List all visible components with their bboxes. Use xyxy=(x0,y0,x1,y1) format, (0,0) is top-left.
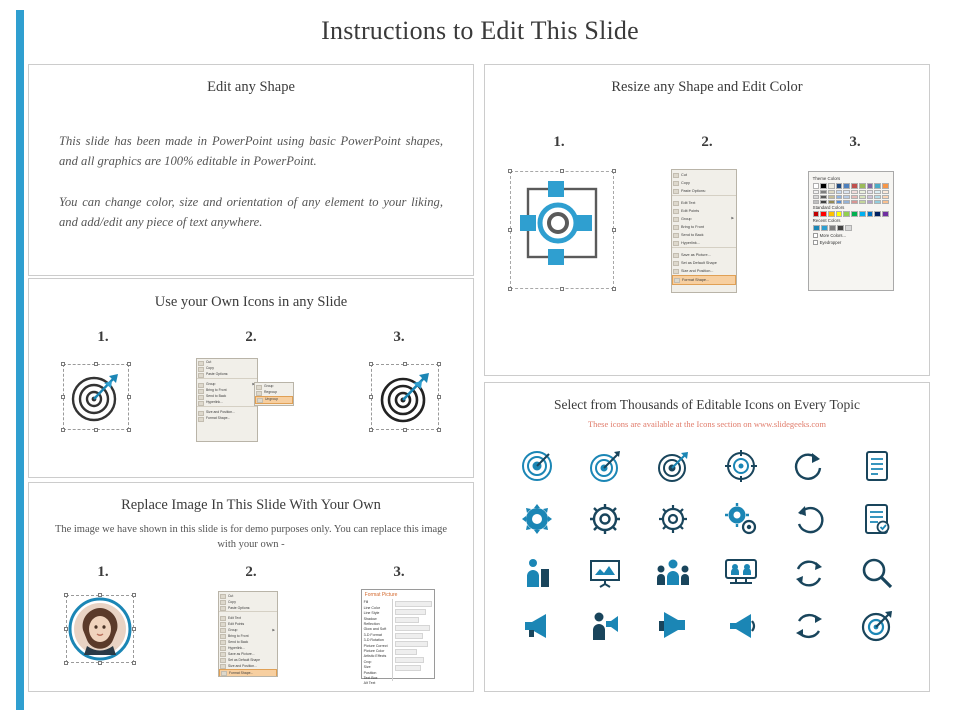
thumb-format-picture-pane[interactable] xyxy=(355,589,441,686)
target-bullseye-icon[interactable] xyxy=(656,449,690,483)
pane-tab-3d-rotation[interactable]: 3-D Rotation xyxy=(363,638,384,643)
pane-tab-text-box[interactable]: Text Box xyxy=(363,675,378,680)
more-colors-button[interactable]: More Colors... xyxy=(813,233,889,238)
theme-swatch-row[interactable] xyxy=(813,183,889,189)
reload-arrow-icon[interactable] xyxy=(792,502,826,536)
announce-megaphone-icon[interactable] xyxy=(724,609,758,643)
thumb-context-menu-format-shape[interactable] xyxy=(657,167,757,297)
pane-tab-fill[interactable]: Fill xyxy=(363,600,369,605)
panel-icons-library-title: Select from Thousands of Editable Icons on Every Topic xyxy=(554,397,860,412)
menu-item-hyperlink[interactable]: Hyperlink... xyxy=(219,645,277,651)
panel-edit-shape xyxy=(28,64,474,276)
panel-icons-library-subtitle: These icons are available at the Icons section on www.slidegeeks.com xyxy=(587,419,827,429)
presentation-person-icon[interactable] xyxy=(588,556,622,590)
context-menu-shape[interactable] xyxy=(671,169,737,293)
menu-item-send-to-back[interactable]: Send to Back xyxy=(197,394,257,400)
theme-swatch-row[interactable] xyxy=(813,195,889,199)
panel-icons-library xyxy=(484,382,930,692)
replace-image-step-2: 2. xyxy=(245,564,257,581)
thumb-target-edited[interactable] xyxy=(365,356,445,442)
target-dart-icon xyxy=(68,369,124,425)
target-arrow-icon[interactable] xyxy=(588,449,622,483)
menu-item-copy[interactable]: Copy xyxy=(672,179,736,187)
context-submenu-group[interactable] xyxy=(254,382,294,406)
menu-item-group[interactable]: Group ▶ xyxy=(672,215,736,223)
megaphone-icon[interactable] xyxy=(520,609,554,643)
gear-outline-icon[interactable] xyxy=(588,502,622,536)
menu-item-group[interactable]: Group ▶ xyxy=(219,627,277,633)
menu-item-bring-to-front[interactable]: Bring to Front xyxy=(197,388,257,394)
menu-item-send-to-back[interactable]: Send to Back xyxy=(219,639,277,645)
pane-tab-shadow[interactable]: Shadow xyxy=(363,616,377,621)
eyedropper-button[interactable]: Eyedropper xyxy=(813,240,889,245)
panel-own-icons-title: Use your Own Icons in any Slide xyxy=(154,294,348,310)
editable-shape-graphic xyxy=(512,175,612,285)
panel-replace-image xyxy=(28,482,474,692)
target-arrow-icon xyxy=(377,369,435,427)
menu-item-format-shape[interactable]: Format Shape... xyxy=(197,416,257,422)
format-pane-title: Format Picture xyxy=(364,592,398,599)
menu-item-save-as-picture[interactable]: Save as Picture... xyxy=(219,651,277,657)
menu-item-format-shape[interactable]: Format Shape... xyxy=(672,275,736,285)
bullhorn-left-icon[interactable] xyxy=(656,609,690,643)
menu-item-size-position[interactable]: Size and Position... xyxy=(219,663,277,669)
menu-item-paste-options[interactable]: Paste Options: xyxy=(219,605,277,611)
menu-item-edit-points[interactable]: Edit Points xyxy=(672,207,736,215)
submenu-item-ungroup[interactable]: Ungroup xyxy=(255,396,293,404)
panel-resize-shape xyxy=(484,64,930,376)
context-menu-picture[interactable] xyxy=(218,591,278,677)
pane-tab-size[interactable]: Size xyxy=(363,665,371,670)
gear-cog-icon[interactable] xyxy=(656,502,690,536)
pane-tab-artistic[interactable]: Artistic Effects xyxy=(363,654,387,659)
theme-colors-label: Theme Colors xyxy=(812,176,841,181)
menu-item-bring-to-front[interactable]: Bring to Front xyxy=(672,223,736,231)
eyedropper-icon xyxy=(813,240,818,245)
checklist-document-icon[interactable] xyxy=(860,502,894,536)
menu-item-edit-points[interactable]: Edit Points xyxy=(219,621,277,627)
pane-tab-alt-text[interactable]: Alt Text xyxy=(363,681,376,686)
standard-swatch-row[interactable] xyxy=(813,211,889,217)
thumb-shape-handles[interactable] xyxy=(502,167,622,297)
menu-item-bring-to-front[interactable]: Bring to Front xyxy=(219,633,277,639)
pane-tab-reflection[interactable]: Reflection xyxy=(363,622,380,626)
thumb-portrait-selected[interactable] xyxy=(61,589,139,675)
context-menu[interactable] xyxy=(196,358,258,442)
edit-shape-paragraph-1: This slide has been made in PowerPoint using basic PowerPoint shapes, and all graphics are 100% editable in PowerPoint. xyxy=(59,134,443,168)
menu-item-paste-options[interactable]: Paste Options: xyxy=(672,187,736,195)
panel-replace-image-title: Replace Image In This Slide With Your Own xyxy=(121,497,381,513)
cycle-arrows-icon[interactable] xyxy=(792,556,826,590)
team-meeting-icon[interactable] xyxy=(724,556,758,590)
menu-item-edit-text[interactable]: Edit Text xyxy=(672,199,736,207)
menu-item-format-shape[interactable]: Format Shape... xyxy=(219,669,277,677)
own-icons-step-3: 3. xyxy=(393,329,405,345)
resize-step-1: 1. xyxy=(553,134,565,150)
pane-tab-line-color[interactable]: Line Color xyxy=(363,605,381,610)
menu-item-copy[interactable]: Copy xyxy=(219,599,277,605)
recent-colors-label: Recent Colors xyxy=(812,218,841,223)
resize-step-3: 3. xyxy=(849,134,861,150)
target-dart-icon[interactable] xyxy=(520,449,554,483)
thumb-context-menu-group[interactable] xyxy=(190,356,310,444)
own-icons-step-1: 1. xyxy=(97,329,109,345)
palette-icon xyxy=(813,233,818,238)
person-podium-icon[interactable] xyxy=(520,556,554,590)
replace-image-step-3: 3. xyxy=(393,564,405,581)
pane-tab-picture-corrections[interactable]: Picture Correct xyxy=(363,643,388,648)
pane-tab-line-style[interactable]: Line Style xyxy=(363,611,380,616)
menu-item-save-as-picture[interactable]: Save as Picture... xyxy=(672,251,736,259)
color-picker[interactable] xyxy=(808,171,894,291)
avatar xyxy=(67,596,133,662)
page-title: Instructions to Edit This Slide xyxy=(321,16,639,45)
theme-swatch-row[interactable] xyxy=(813,190,889,194)
recent-swatch-row[interactable] xyxy=(813,225,889,231)
panel-own-icons xyxy=(28,278,474,478)
menu-item-copy[interactable]: Copy xyxy=(197,366,257,372)
theme-swatch-row[interactable] xyxy=(813,200,889,204)
menu-item-size-position[interactable]: Size and Position... xyxy=(197,410,257,416)
recycle-arrows-icon[interactable] xyxy=(792,609,826,643)
pane-tab-3d-format[interactable]: 3-D Format xyxy=(363,632,382,637)
resize-step-2: 2. xyxy=(701,134,713,150)
edit-shape-paragraph-2: You can change color, size and orientation of any element to your liking, and add/edit any piece of text anywhere. xyxy=(59,195,443,229)
pane-tab-crop[interactable]: Crop xyxy=(363,659,372,664)
thumb-color-picker[interactable] xyxy=(792,167,912,297)
menu-item-set-default-shape[interactable]: Set as Default Shape xyxy=(219,657,277,663)
pane-tab-position[interactable]: Position xyxy=(363,670,377,675)
accent-bar xyxy=(16,10,24,710)
menu-item-edit-text[interactable]: Edit Text xyxy=(219,615,277,621)
menu-item-hyperlink[interactable]: Hyperlink... xyxy=(672,239,736,247)
target-clock-icon[interactable] xyxy=(860,609,894,643)
pane-tab-picture-color[interactable]: Picture Color xyxy=(363,648,385,653)
menu-item-set-default-shape[interactable]: Set as Default Shape xyxy=(672,259,736,267)
icon-grid xyxy=(503,439,911,653)
replace-image-note: The image we have shown in this slide is for demo purposes only. You can replace this image with your own - xyxy=(54,524,448,551)
panel-edit-shape-title: Edit any Shape xyxy=(207,79,295,95)
thumb-target-selected[interactable] xyxy=(57,356,135,442)
submenu-item-group[interactable]: Group xyxy=(255,384,293,390)
menu-item-cut[interactable]: Cut xyxy=(672,171,736,179)
own-icons-step-2: 2. xyxy=(245,329,257,345)
team-group-icon[interactable] xyxy=(656,556,690,590)
magnifier-search-icon[interactable] xyxy=(860,556,894,590)
panel-resize-shape-title: Resize any Shape and Edit Color xyxy=(611,79,803,95)
menu-item-group[interactable]: Group xyxy=(197,382,257,388)
menu-item-size-position[interactable]: Size and Position... xyxy=(672,267,736,275)
thumb-context-menu-picture[interactable] xyxy=(204,589,290,679)
menu-item-hyperlink[interactable]: Hyperlink... xyxy=(197,400,257,406)
document-note-icon[interactable] xyxy=(860,449,894,483)
submenu-item-regroup[interactable]: Regroup xyxy=(255,390,293,396)
menu-item-send-to-back[interactable]: Send to Back xyxy=(672,231,736,239)
menu-item-paste-options[interactable]: Paste Options: xyxy=(197,372,257,378)
menu-item-cut[interactable]: Cut xyxy=(197,360,257,366)
replace-image-step-1: 1. xyxy=(97,564,109,581)
person-speaking-icon[interactable] xyxy=(588,609,622,643)
gears-double-icon[interactable] xyxy=(724,502,758,536)
pane-tab-glow[interactable]: Glow and Soft xyxy=(363,627,387,632)
standard-colors-label: Standard Colors xyxy=(812,204,845,210)
refresh-arrow-icon[interactable] xyxy=(792,449,826,483)
gear-solid-icon[interactable] xyxy=(520,502,554,536)
menu-item-cut[interactable]: Cut xyxy=(219,593,277,599)
crosshair-target-icon[interactable] xyxy=(724,449,758,483)
